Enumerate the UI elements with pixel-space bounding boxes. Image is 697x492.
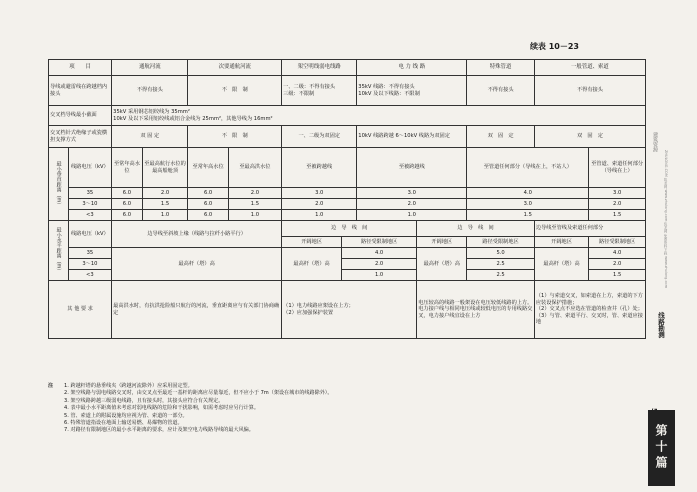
cell: 一、二级：不得有接头 三级：不限制	[282, 76, 357, 106]
note-item: 7. 对路径有限制地区的最小水平距离的要求，应计及架空电力线路导线的最大风偏。	[64, 427, 254, 434]
cell: （1）与索道交叉，如索道在上方，索道的下方应装设保护措施； （2）交叉点不应选在管道的检查井（孔）处； （3）与管、索道平行、交叉时，管、索道应接地	[534, 281, 645, 339]
cell: 至管道、索道任何部分（导线在上）	[589, 148, 646, 188]
notes-label: 注	[48, 383, 54, 389]
table-row	[49, 199, 646, 210]
cell: 至常年高水位	[188, 148, 228, 188]
table-row	[49, 210, 646, 221]
table-row	[49, 248, 646, 259]
header-item: 项 目	[49, 60, 112, 76]
cell: 6.0	[112, 210, 143, 221]
cell: 1.0	[228, 210, 281, 221]
header-navigable-river: 通航河流	[112, 60, 188, 76]
cell: 不 限 制	[188, 76, 282, 106]
header-general-pipe: 一般管道、索道	[534, 60, 645, 76]
cell: 至最高洪水位	[228, 148, 281, 188]
row-label: 最小垂直距离（m）	[49, 148, 69, 221]
side-watermark: ZHULONG.COM 筑龙网 www.zhulong.com 筑龙网 免费资料下载 www.zhulong.com	[664, 150, 668, 288]
cell: 最高杆（塔）高	[534, 248, 588, 281]
cell: 5.0	[467, 248, 535, 259]
cell: 路径受限制地区	[467, 237, 535, 248]
row-joints	[49, 76, 646, 106]
cell: 3.0	[357, 188, 467, 199]
cell: 1.0	[342, 270, 417, 281]
header-row	[49, 60, 646, 76]
header-minor-river: 次要通航河流	[188, 60, 282, 76]
cell: 边 导 线 间	[417, 221, 535, 237]
cell: 2.0	[142, 188, 188, 199]
cell: 6.0	[112, 188, 143, 199]
cell: 3～10	[68, 199, 112, 210]
header-weak-current-line: 架空明线弱电线路	[282, 60, 357, 76]
cell: 2.0	[342, 259, 417, 270]
cell: 1.5	[589, 270, 646, 281]
crossing-clearance-table	[48, 59, 646, 339]
cell: 至最高航行水位的最高船舱顶	[142, 148, 188, 188]
cell: 1.0	[282, 210, 357, 221]
cell: 边导线至斜坡上缘（线路与拉纤小路平行）	[112, 221, 282, 248]
cell: 6.0	[188, 188, 228, 199]
row-label: 最小水平距离（m）	[49, 221, 69, 281]
row-min-section	[49, 106, 646, 126]
cell: 4.0	[467, 188, 589, 199]
cell: 3.0	[467, 199, 589, 210]
row-label: 交叉档针式绝缘子或瓷横担支撑方式	[49, 126, 112, 148]
cell: 最高杆（塔）高	[417, 248, 467, 281]
note-item: 3. 架空线路跨越三级弱电线路，且有接头时，其接头应符合有关规定。	[64, 397, 224, 404]
cell: 至被跨越线	[357, 148, 467, 188]
note-item: 6. 特殊管道指设在地面上输送易燃、易爆物的管道。	[64, 419, 183, 426]
cell: 线路电压（kV）	[68, 148, 112, 188]
cell: 边 导 线 间	[282, 221, 417, 237]
row-other-requirements	[49, 281, 646, 339]
note-item: 2. 架空线路与弱电线路交叉时，由交叉点至最近一基杆的距离应尽量靠近，但不应小于 7m（架设在城市的线路除外）。	[64, 390, 333, 397]
chapter-tab: 第十篇	[648, 410, 675, 486]
cell: 路径受限制地区	[342, 237, 417, 248]
cell: 1.0	[357, 210, 467, 221]
cell: 双 固 定	[112, 126, 188, 148]
cell: 至管道任何部分（导线在上，不站人）	[467, 148, 589, 188]
cell: 1.5	[589, 210, 646, 221]
row-insulator	[49, 126, 646, 148]
cell: 2.5	[467, 259, 535, 270]
continued-table-label: 续表 10－23	[529, 42, 579, 51]
cell: 不 限 制	[188, 126, 282, 148]
row-vertical-head	[49, 148, 646, 188]
cell: 边导线至管线及索道任何部分	[534, 221, 645, 237]
cell: 6.0	[188, 210, 228, 221]
cell: 线路电压（kV）	[68, 221, 112, 248]
cell: 1.5	[467, 210, 589, 221]
cell: 最高杆（塔）高	[282, 248, 342, 281]
row-label: 导线或避雷线在跨越档内接头	[49, 76, 112, 106]
cell: 开阔地区	[534, 237, 588, 248]
cell: 不得有接头	[112, 76, 188, 106]
cell: 最高杆（塔）高	[112, 248, 282, 281]
cell: 路径受限制地区	[589, 237, 646, 248]
cell: 4.0	[342, 248, 417, 259]
cell: 35kV 采用钢芯铝绞线为 35mm² 10kV 及以下采用铝绞线或铝合金线为 25mm²，其他导线为 16mm²	[112, 106, 646, 126]
cell: 4.0	[589, 248, 646, 259]
cell: 3～10	[68, 259, 112, 270]
note-item: 5. 管、索道上的附属设施均应视为管、索道的一部分。	[64, 412, 188, 419]
cell: 至被跨越线	[282, 148, 357, 188]
cell: 2.0	[589, 259, 646, 270]
cell: <3	[68, 270, 112, 281]
row-horizontal-head	[49, 221, 646, 237]
header-special-pipe: 特殊管道	[467, 60, 535, 76]
cell: 6.0	[112, 199, 143, 210]
publisher-logo: 建筑资源	[652, 132, 658, 152]
cell: 1.0	[142, 210, 188, 221]
cell: 2.0	[228, 188, 281, 199]
row-label: 交叉档导线最小截面	[49, 106, 112, 126]
cell: 6.0	[188, 199, 228, 210]
cell: 35	[68, 248, 112, 259]
cell: 不得有接头	[467, 76, 535, 106]
cell: 一、二级为双固定	[282, 126, 357, 148]
cell: 双 固 定	[467, 126, 535, 148]
cell: （1）电力线路应架设在上方； （2）应加强保护装置	[282, 281, 417, 339]
cell: <3	[68, 210, 112, 221]
cell: 3.0	[282, 188, 357, 199]
cell: 开阔地区	[417, 237, 467, 248]
row-label: 其 他 要 求	[49, 281, 112, 339]
cell: 35	[68, 188, 112, 199]
cell: 2.0	[282, 199, 357, 210]
cell: 1.5	[142, 199, 188, 210]
cell: 3.0	[589, 188, 646, 199]
cell: 2.0	[357, 199, 467, 210]
cell: 2.0	[589, 199, 646, 210]
cell: 电压较高的线路一般架设在电压较低线路的上方。电力接户线与相同电压线或较低电压的专用线路交叉，电力接户线宜设在上方	[417, 281, 535, 339]
cell: 10kV 线路跨越 6～10kV 线路为双固定	[357, 126, 467, 148]
cell: 2.5	[467, 270, 535, 281]
note-item: 4. 表中最小水平距离值未考虑对弱电线路的危险和干扰影响，如需考虑时应另行计算。	[64, 405, 259, 412]
cell: 双 固 定	[534, 126, 645, 148]
chapter-title: 线路勘测	[657, 312, 665, 338]
cell: 至常年高水位	[112, 148, 143, 188]
note-item: 1. 跨越杆塔的悬垂线夹（跨越河流除外）应采用固定型。	[64, 383, 193, 389]
cell: 1.5	[228, 199, 281, 210]
header-power-line: 电 力 线 路	[357, 60, 467, 76]
table-row	[49, 188, 646, 199]
cell: 35kV 线路：不得有接头 10kV 及以下线路：不限制	[357, 76, 467, 106]
table-notes	[48, 383, 608, 435]
cell: 不得有接头	[534, 76, 645, 106]
cell: 开阔地区	[282, 237, 342, 248]
cell: 最高洪水时，有抗洪抢险船只航行的河流，垂直距离应与有关部门协商确定	[112, 281, 282, 339]
